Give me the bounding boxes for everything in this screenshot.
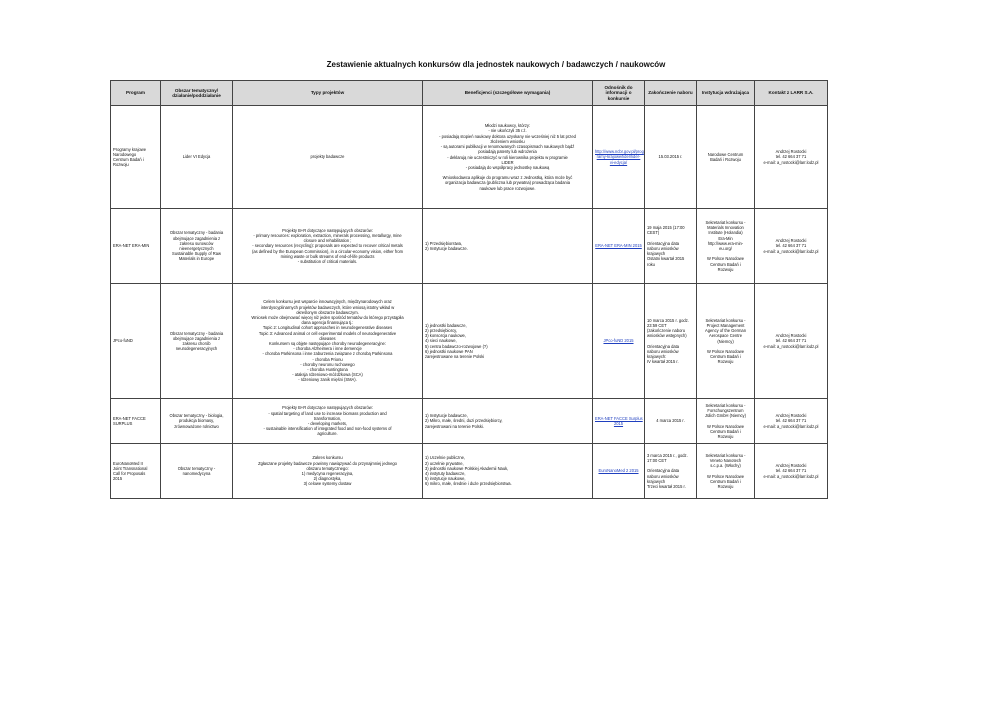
cell-text: Wniosek może obejmować więcej niż jeden spośród tematów do którego przystąpiła: [251, 314, 404, 320]
cell-text: określonym obszarze badawczym.: [296, 309, 359, 315]
competition-link[interactable]: ERA-NET FACCE Surplus: [595, 415, 643, 421]
cell-typy: [233, 444, 423, 499]
column-header-zakonczenie: Zakończenie naboru: [645, 81, 697, 106]
cell-text: - posiadają stopień naukowy doktora uzyskany nie wcześniej niż 5 lat przed: [439, 133, 576, 139]
cell-typy: [233, 106, 423, 209]
table-header-row: [111, 81, 828, 106]
cell-beneficjenci: [423, 209, 593, 284]
cell-text: Centrum Badań i: [710, 428, 741, 434]
cell-text: 3) celowe systemy dostaw: [303, 481, 352, 487]
cell-text: Veneto Nanotech: [709, 458, 742, 464]
cell-text: 3 marca 2015 r., godz.: [647, 452, 688, 458]
cell-obszar: [161, 209, 233, 284]
cell-text: Konkursem są objęte następujące choroby neurodegeneracyjne:: [269, 341, 386, 346]
cell-text: Topic 2: Longitudinal cohort approaches in neurodegenerative diseases: [262, 325, 393, 331]
cell-text: 4 marca 2015 r.: [656, 418, 685, 424]
cell-text: - choroby neuronu ruchowego: [300, 361, 355, 367]
cell-text: Centrum Badań i: [710, 478, 741, 484]
cell-zakonczenie: [645, 284, 697, 399]
cell-text: e-mail: a_rostocki@larr.lodz.pl: [763, 159, 819, 165]
cell-text: - choroba Huntingtona: [307, 367, 348, 373]
cell-text: projekty badawcze: [310, 154, 345, 160]
cell-link[interactable]: [593, 444, 645, 499]
cell-text: Forschungszentrum: [707, 408, 744, 414]
cell-text: produkcja biomasy,: [179, 418, 214, 424]
cell-text: Rozwoju: [717, 433, 734, 439]
cell-text: naukowe lub prace rozwojowe.: [479, 185, 536, 191]
cell-text: złożeniem wniosku: [490, 138, 525, 144]
cell-text: obszaru tematycznego:: [306, 465, 349, 471]
cell-text: - choroba Parkinsona i inne zaburzenia związane z chorobą Parkinsona: [262, 351, 393, 357]
competition-link[interactable]: ERA-NET ERA-MIN 2015: [595, 243, 642, 249]
cell-text: Jülich GmbH (Niemcy): [705, 413, 746, 419]
cell-text: nanomedycyna: [182, 471, 211, 476]
cell-text: Andrzej Rostocki: [775, 149, 807, 155]
cell-text: Andrzej Rostocki: [775, 413, 807, 419]
cell-text: - secondary resources (recycling): proposals are expected to recover critical metals: [252, 243, 403, 249]
cell-obszar: [161, 284, 233, 399]
cell-text: Orientacyjna data: [647, 240, 680, 246]
competition-link[interactable]: http://www.ncbr.gov.pl/prog: [595, 149, 644, 155]
cell-text: dana agencja finansująca tj.:: [301, 320, 354, 326]
cell-text: Rozwoju: [717, 483, 734, 489]
cell-text: 2) Mikro, małe, średni, duzi przedsiębiorcy,: [425, 418, 503, 424]
cell-text: W Polsce Narodowe: [706, 423, 745, 429]
cell-text: Obszar tematyczny - badania: [169, 230, 224, 236]
column-header-typy: Typy projektów: [233, 81, 423, 106]
cell-text: Joint Transnational: [113, 465, 148, 471]
cell-text: organizacja badawcza (publiczna lub prywatna) prowadząca badania: [445, 180, 570, 186]
cell-text: zarejestrowane na terenie Polski: [425, 354, 485, 359]
cell-text: - nie ukończyli 35 r.ż.: [488, 128, 527, 134]
cell-text: W Polsce Narodowe: [706, 256, 745, 262]
cell-zakonczenie: [645, 444, 697, 499]
cell-text: e-mail: a_rostocki@larr.lodz.pl: [763, 343, 819, 349]
cell-text: 19 maja 2015 (17:00: [647, 225, 685, 231]
cell-text: Centrum Badań i: [710, 261, 741, 267]
cell-text: 2) przedsiębiorcy,: [425, 327, 458, 333]
cell-text: tel. 42 664 37 71: [775, 338, 807, 344]
cell-text: obejmujące zagadnienia z: [172, 235, 221, 241]
cell-link[interactable]: [593, 106, 645, 209]
cell-text: - posiadają do współpracy jednostkę naukową: [465, 164, 550, 170]
cell-text: Orientacyjna data: [647, 468, 680, 474]
cell-text: Aerospace Centre: [709, 333, 742, 339]
table-body: [111, 106, 828, 499]
cell-program: [111, 106, 161, 209]
cell-text: tel. 42 664 37 71: [775, 154, 807, 160]
cell-text: transformation,: [313, 415, 342, 421]
cell-text: Wnioskodawca aplikuje do programu wraz z Jednostką, która może być: [442, 175, 573, 181]
cell-text: Centrum Badań i: [113, 157, 144, 162]
cell-text: Rozwoju: [717, 266, 734, 272]
cell-text: Sekretariat konkursu -: [705, 317, 746, 323]
table-row: [111, 209, 828, 284]
cell-text: IV kwartał 2015 r.: [647, 359, 679, 365]
cell-text: ERA-NET FACCE: [113, 415, 146, 421]
cell-text: tel. 42 664 37 71: [775, 243, 807, 249]
cell-text: Programy krajowe: [113, 146, 146, 152]
cell-kontakt: [755, 209, 828, 284]
cell-text: naboru wniosków: [647, 245, 679, 251]
cell-text: ERA-NET ERA-MIN: [113, 243, 150, 249]
cell-text: - rdzeniowy zanik mięśni (SMA).: [298, 377, 357, 383]
cell-text: - ataksja rdzeniowo-móżdżkowa (SCA): [292, 372, 363, 378]
cell-text: 2) diagnostyka,: [313, 476, 342, 482]
cell-text: neurodegeneracyjnych: [175, 346, 218, 352]
cell-text: Badań i Rozwoju: [710, 157, 741, 162]
cell-text: 1) Przedsiębiorstwa,: [425, 240, 463, 246]
cell-instytucja: [697, 399, 755, 444]
cell-text: roku: [647, 261, 655, 267]
cell-text: naboru wniosków: [647, 473, 679, 479]
cell-text: 5) instytucje naukowe,: [425, 476, 466, 482]
cell-instytucja: [697, 444, 755, 499]
cell-text: LIDER: [501, 159, 514, 165]
table-row: [111, 284, 828, 399]
cell-text: Project Management: [706, 322, 745, 328]
cell-beneficjenci: [423, 399, 593, 444]
cell-text: agriculture.: [317, 431, 338, 437]
cell-text: Materials in Europe: [178, 256, 215, 262]
cell-text: Celem konkursu jest wsparcie innowacyjnych, międzynarodowych oraz: [263, 299, 392, 305]
cell-text: Zakres konkursu: [312, 455, 343, 461]
cell-typy: [233, 399, 423, 444]
cell-text: 1) Instytucje badawcze,: [425, 413, 468, 419]
page-title: Zestawienie aktualnych konkursów dla jednostek naukowych / badawczych / naukowców: [326, 60, 666, 69]
cell-text: zakresu surowców: [179, 240, 214, 246]
column-header-odnosnik: Odnośnik do informacji o konkursie: [593, 81, 645, 106]
cell-text: eu.org/: [719, 246, 732, 252]
cell-text: SURPLUS: [113, 421, 133, 426]
cell-typy: [233, 209, 423, 284]
cell-text: 2) Instytucje badawcze.: [425, 246, 468, 251]
cell-instytucja: [697, 106, 755, 209]
cell-typy: [233, 284, 423, 399]
cell-text: Obszar tematyczny - biologia,: [169, 413, 224, 419]
cell-obszar: [161, 106, 233, 209]
cell-text: 1) Uczelnie publiczne,: [425, 455, 466, 461]
competition-link[interactable]: 2015: [613, 421, 624, 426]
cell-text: 17:00 CET: [647, 458, 667, 464]
cell-text: 2) uczelnie prywatne,: [425, 460, 464, 466]
cell-text: Narodowe Centrum: [707, 151, 744, 157]
cell-text: Sekretariat konkursu -: [705, 452, 746, 458]
cell-text: Sekretariat konkursu -: [705, 220, 746, 226]
cell-obszar: [161, 444, 233, 499]
cell-text: s.c.p.a. (Włochy): [710, 463, 741, 469]
cell-text: nieenergetycznych: [179, 246, 214, 251]
cell-text: tel. 42 664 37 71: [775, 418, 807, 424]
cell-text: Lider VI Edycja: [182, 154, 211, 160]
cell-beneficjenci: [423, 106, 593, 209]
competition-link[interactable]: JPco-fuND 2015: [603, 338, 634, 344]
cell-text: Rozwoju: [113, 162, 129, 168]
cell-text: - developing markets,: [307, 421, 348, 426]
cell-program: [111, 284, 161, 399]
cell-text: Trzeci kwartał 2015 r.: [647, 483, 686, 489]
cell-text: Obszar tematyczny - badania: [169, 330, 224, 336]
cell-text: diseases: [319, 335, 336, 341]
cell-text: 1) jednostki badawcze,: [425, 322, 467, 328]
cell-text: 6) mikro, małe, średnie i duże przedsiębiorstwa.: [425, 481, 512, 487]
table-row: [111, 399, 828, 444]
cell-text: - choroba Prionu: [312, 356, 343, 362]
cell-kontakt: [755, 284, 828, 399]
cell-text: 23:59 CET: [647, 322, 667, 328]
cell-text: Institute (Holandia): [708, 230, 743, 236]
cell-text: krajowych: [647, 251, 666, 257]
cell-text: (as defined by the European Commission), in a circular-economy vision, either from: [251, 248, 404, 254]
column-header-instytucja: Instytucja wdrażająca: [697, 81, 755, 106]
cell-kontakt: [755, 399, 828, 444]
cell-beneficjenci: [423, 284, 593, 399]
cell-instytucja: [697, 209, 755, 284]
cell-obszar: [161, 399, 233, 444]
cell-text: e-mail: a_rostocki@larr.lodz.pl: [763, 248, 819, 254]
cell-text: 5) centra badawczo-rozwojowe (?): [425, 343, 488, 349]
cell-text: EuroNanoMed II: [113, 460, 143, 466]
cell-text: - substitution of critical materials.: [297, 259, 358, 264]
cell-text: Sekretariat konkursu -: [705, 402, 746, 408]
cell-program: [111, 209, 161, 284]
cell-link[interactable]: [593, 284, 645, 399]
cell-text: Rozwoju: [717, 359, 734, 365]
cell-text: e-mail: a_rostocki@larr.lodz.pl: [763, 473, 819, 479]
cell-text: posiadają patenty lub wdrożenia: [478, 149, 537, 155]
competition-link[interactable]: vi-edycja/: [609, 159, 628, 165]
cell-kontakt: [755, 106, 828, 209]
competition-link[interactable]: ramy-krajowe/lider/lider-: [596, 154, 641, 160]
cell-text: zrównoważone rolnictwo: [174, 423, 219, 429]
cell-text: zakresu chorób: [182, 341, 211, 346]
cell-text: 3) konsorcja naukowe,: [425, 333, 466, 339]
column-header-kontakt: Kontakt z LARR S.A.: [755, 81, 828, 106]
cell-text: Orientacyjna data: [647, 343, 680, 349]
cell-text: Centrum Badań i: [710, 353, 741, 359]
cell-text: Ostatni kwartał 2015: [647, 256, 685, 262]
cell-text: interdyscyplinarnych projektów badawczych, które wniosą istotny wkład w: [260, 304, 395, 310]
cell-text: Topic 3: Advanced animal or cell experimental models of neurodegenerative: [258, 330, 397, 336]
cell-text: - primary resources: exploration, extraction, minerals processing, metallurgy, mine: [253, 232, 402, 238]
cell-text: CEST): [647, 230, 660, 236]
cell-text: Materials Innovation: [707, 225, 744, 231]
cell-zakonczenie: [645, 106, 697, 209]
cell-link[interactable]: [593, 399, 645, 444]
cell-text: http://www.era-min-: [707, 240, 744, 246]
table-row: [111, 106, 828, 209]
table-row: [111, 444, 828, 499]
cell-text: W Polsce Narodowe: [706, 348, 745, 354]
cell-text: 15.03.2015 r.: [658, 154, 683, 160]
competitions-table: [110, 80, 828, 499]
cell-text: Obszar tematyczny -: [177, 465, 216, 471]
cell-text: Narodowego: [113, 151, 137, 157]
cell-text: naboru wniosków: [647, 348, 679, 354]
cell-text: - choroba Alzheimera i inne demencje: [293, 346, 362, 352]
cell-text: zarejestrowani na terenie Polski.: [425, 423, 484, 429]
cell-text: 3) jednostki naukowe Polskiej Akademii Nauk,: [425, 465, 509, 471]
cell-text: - sustainable intensification of integrated food and non-food systems of: [263, 426, 392, 432]
cell-program: [111, 444, 161, 499]
cell-text: mining waste or bulk streams of end-of-life products: [280, 253, 375, 259]
cell-text: Andrzej Rostocki: [775, 463, 807, 469]
cell-text: krajowych:: [647, 353, 667, 359]
column-header-program: Program: [111, 81, 161, 106]
cell-text: Projekty B+R dotyczące następujących obszarów:: [282, 405, 373, 411]
cell-text: obejmujące zagadnienia z: [172, 335, 221, 341]
cell-text: (Niemcy): [717, 338, 734, 344]
cell-text: e-mail: a_rostocki@larr.lodz.pl: [763, 423, 819, 429]
cell-text: Andrzej Rostocki: [775, 333, 807, 339]
cell-text: wniosków wstępnych): [647, 333, 687, 339]
cell-text: Era-Min: [718, 235, 733, 241]
cell-link[interactable]: [593, 209, 645, 284]
cell-text: (zakończenie naboru: [647, 328, 686, 334]
cell-text: Sustainable Supply of Raw: [172, 251, 221, 257]
cell-text: Zgłaszane projekty badawcze powinny nawiązywać do przynajmniej jednego: [258, 460, 397, 466]
cell-text: Call for Proposals: [113, 471, 146, 476]
cell-text: JPco-fuND: [113, 338, 133, 344]
cell-text: 4) sieci naukowe,: [425, 338, 457, 344]
cell-zakonczenie: [645, 209, 697, 284]
cell-text: - są autorami publikacji w renomowanych czasopismach naukowych bądź: [440, 144, 575, 150]
cell-text: W Polsce Narodowe: [706, 473, 745, 479]
cell-text: krajowych: [647, 478, 666, 484]
cell-text: 1) medycyna regeneracyjna,: [301, 471, 354, 476]
cell-zakonczenie: [645, 399, 697, 444]
cell-text: Projekty B+R dotyczące następujących obszarów:: [282, 227, 373, 233]
cell-text: 6) jednostki naukowe PAN: [425, 348, 473, 354]
cell-text: Andrzej Rostocki: [775, 238, 807, 244]
column-header-obszar: Obszar tematyczny/ działanie/poddziałanie: [161, 81, 233, 106]
competition-link[interactable]: EuroNanoMed 2 2015: [598, 468, 639, 474]
cell-text: tel. 42 664 37 71: [775, 468, 807, 474]
cell-text: closure and rehabilitation ;: [303, 238, 352, 244]
cell-text: - spatial targeting of land use to increase biomass production and: [268, 410, 387, 416]
cell-text: Młodzi naukowcy, którzy:: [484, 123, 531, 129]
cell-text: 4) instytuty badawcze,: [425, 471, 466, 476]
cell-text: - deklarują nie uczestniczyć w roli kierownika projektu w programie: [447, 154, 568, 160]
cell-text: 10 marca 2015 r. godz.: [647, 317, 689, 323]
cell-instytucja: [697, 284, 755, 399]
cell-beneficjenci: [423, 444, 593, 499]
cell-text: 2015: [113, 476, 123, 482]
cell-kontakt: [755, 444, 828, 499]
cell-program: [111, 399, 161, 444]
cell-text: Agency of the German: [705, 328, 746, 334]
column-header-beneficjenci: Beneficjenci (szczegółowe wymagania): [423, 81, 593, 106]
